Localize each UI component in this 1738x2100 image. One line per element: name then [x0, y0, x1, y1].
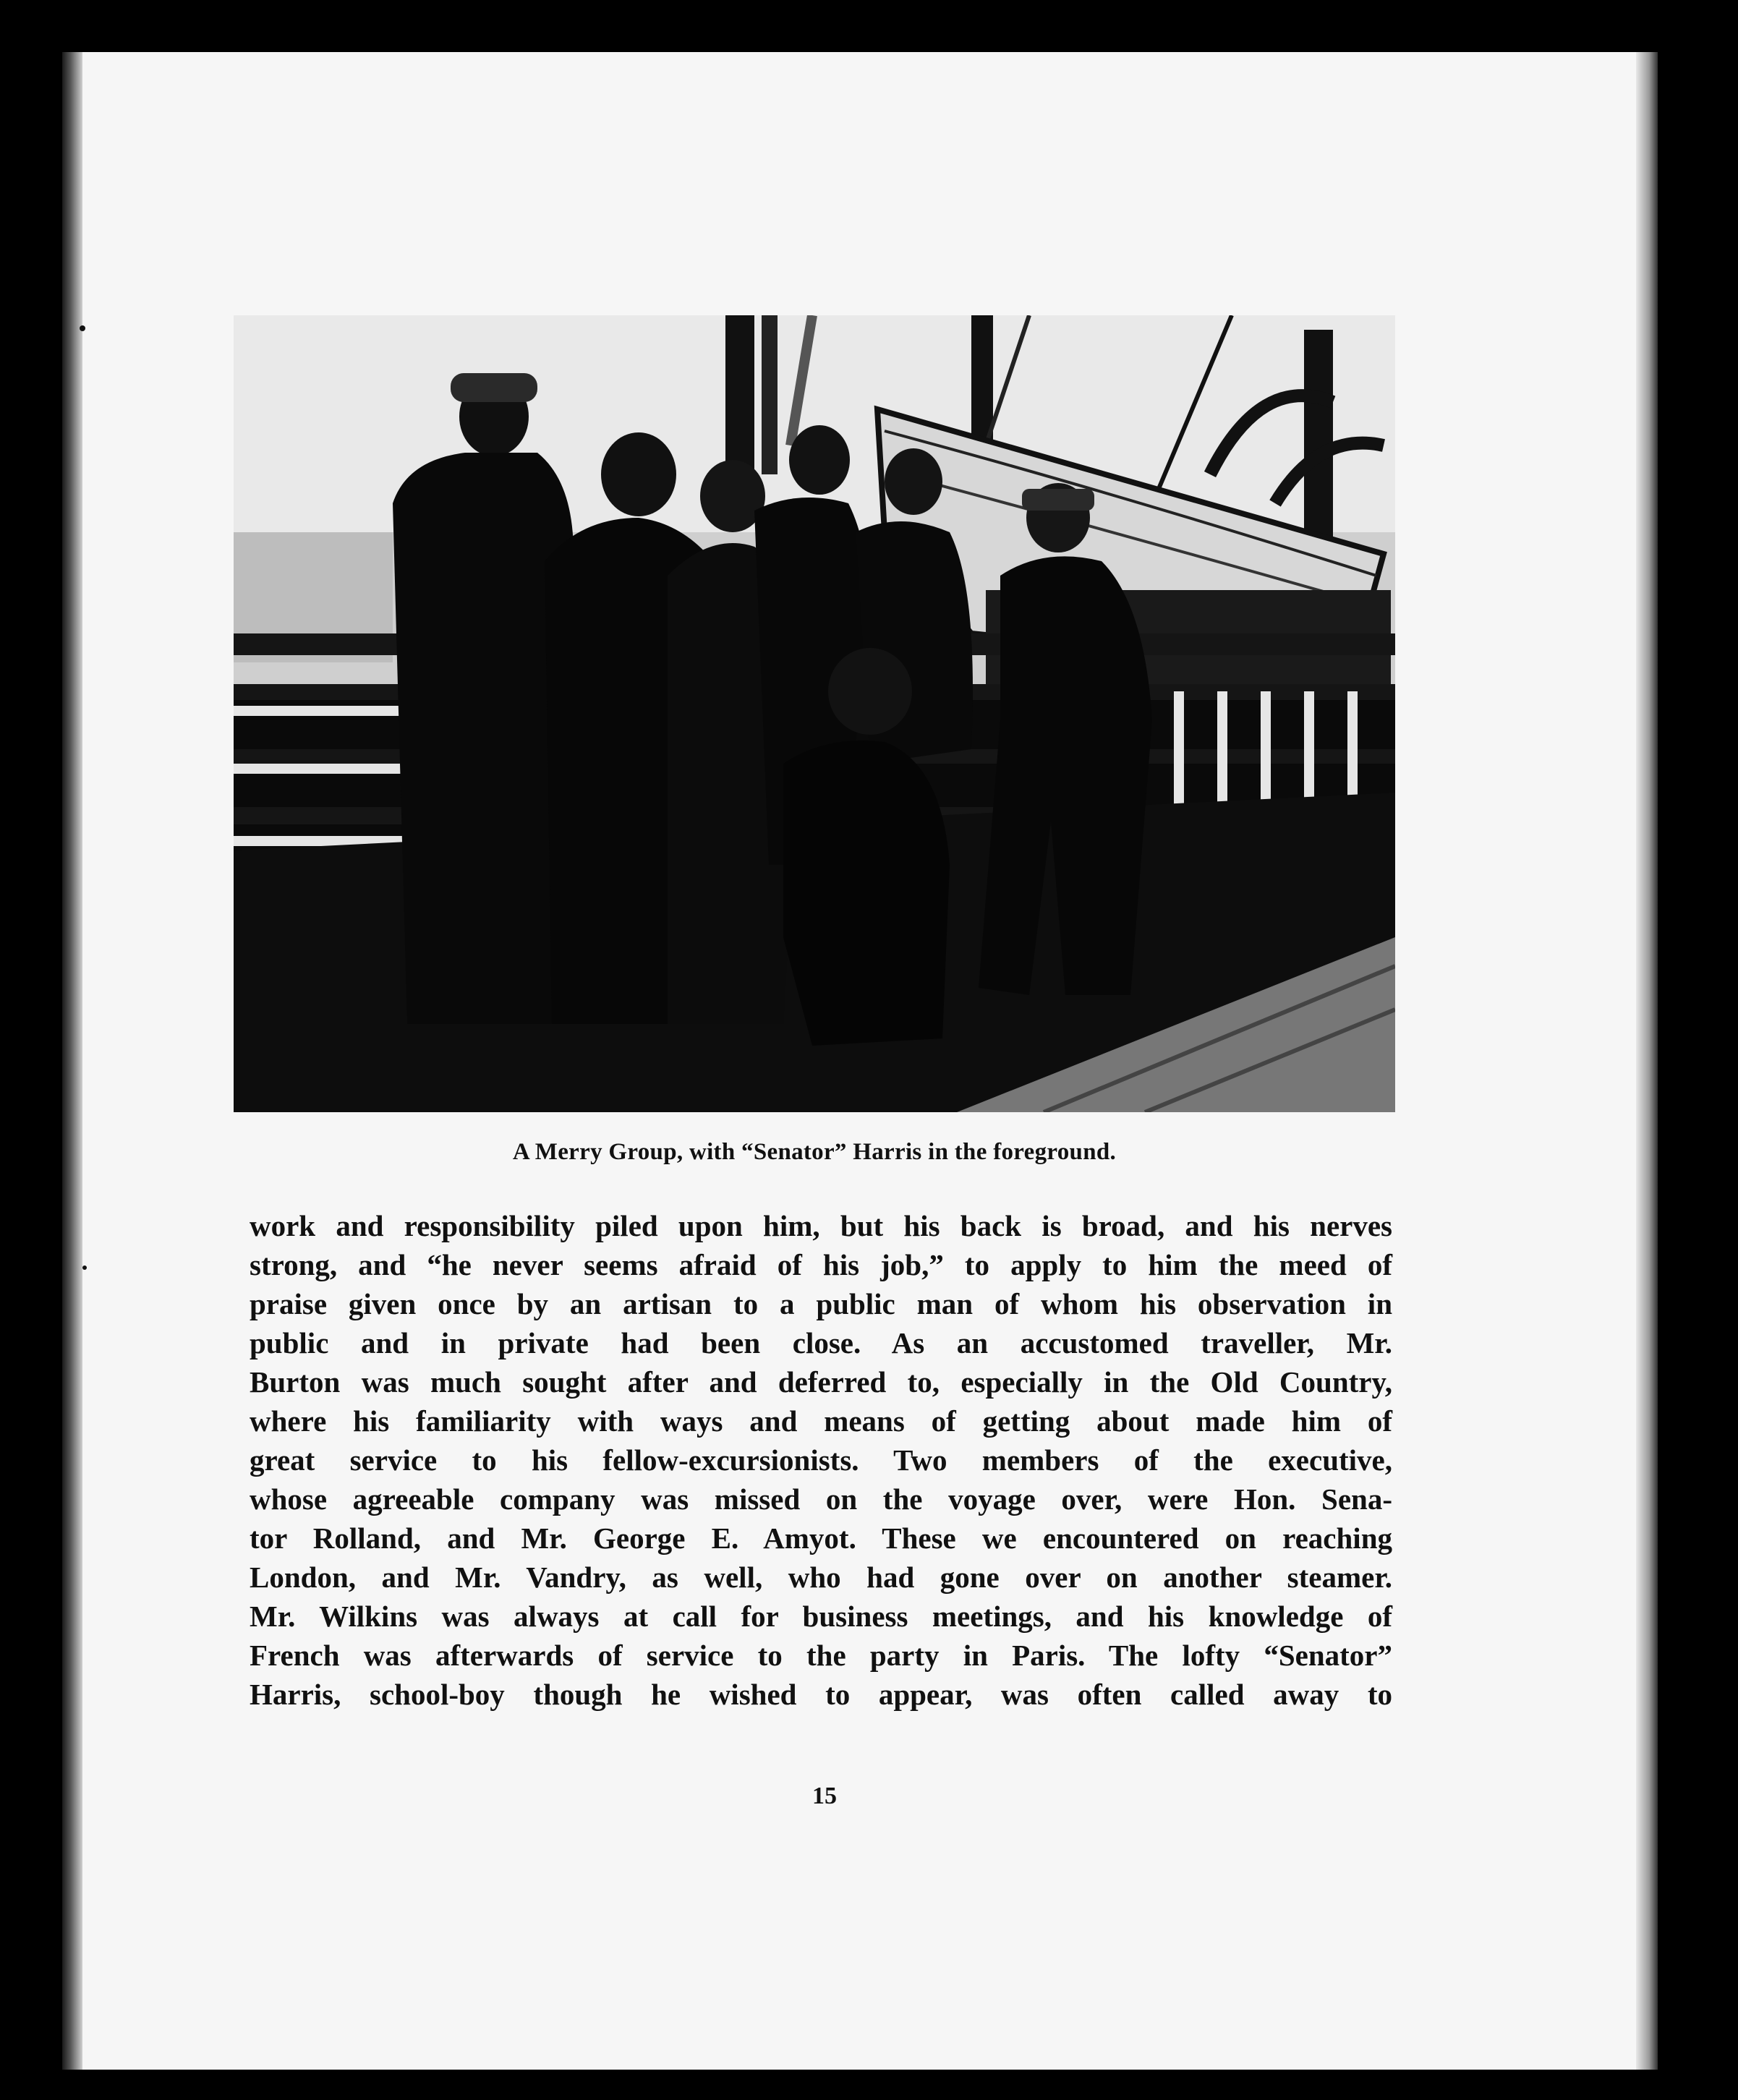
text-line: work and responsibility piled upon him, but his back is broad, and his nerves [250, 1209, 1392, 1242]
text-line: strong, and “he never seems afraid of his job,” to apply to him the meed of [250, 1248, 1392, 1281]
speck [80, 325, 85, 331]
text-line: whose agreeable company was missed on the voyage over, were Hon. Sena- [250, 1482, 1392, 1516]
text-line: Mr. Wilkins was always at call for business meetings, and his knowledge of [250, 1600, 1392, 1633]
page-gutter-left [62, 52, 82, 2070]
text-line: public and in private had been close. As an accustomed traveller, Mr. [250, 1326, 1392, 1360]
ship-deck-photo [234, 315, 1395, 1112]
text-line: praise given once by an artisan to a public man of whom his observation in [250, 1287, 1392, 1320]
group-photograph [234, 315, 1395, 1112]
photo-caption: A Merry Group, with “Senator” Harris in the foreground. [512, 1139, 1117, 1165]
text-line: French was afterwards of service to the party in Paris. The lofty “Senator” [250, 1639, 1392, 1672]
text-line: London, and Mr. Vandry, as well, who had gone over on another steamer. [250, 1561, 1392, 1594]
page-number: 15 [812, 1783, 837, 1809]
body-text [250, 1206, 1392, 1714]
page-edge-right [1636, 52, 1658, 2070]
speck [82, 1265, 87, 1270]
text-line: where his familiarity with ways and means of getting about made him of [250, 1404, 1392, 1438]
text-line: Harris, school-boy though he wished to appear, was often called away to [250, 1678, 1392, 1711]
text-line: tor Rolland, and Mr. George E. Amyot. These we encountered on reaching [250, 1521, 1392, 1555]
text-line: Burton was much sought after and deferred to, especially in the Old Country, [250, 1365, 1392, 1399]
text-line: great service to his fellow-excursionists. Two members of the executive, [250, 1443, 1392, 1477]
